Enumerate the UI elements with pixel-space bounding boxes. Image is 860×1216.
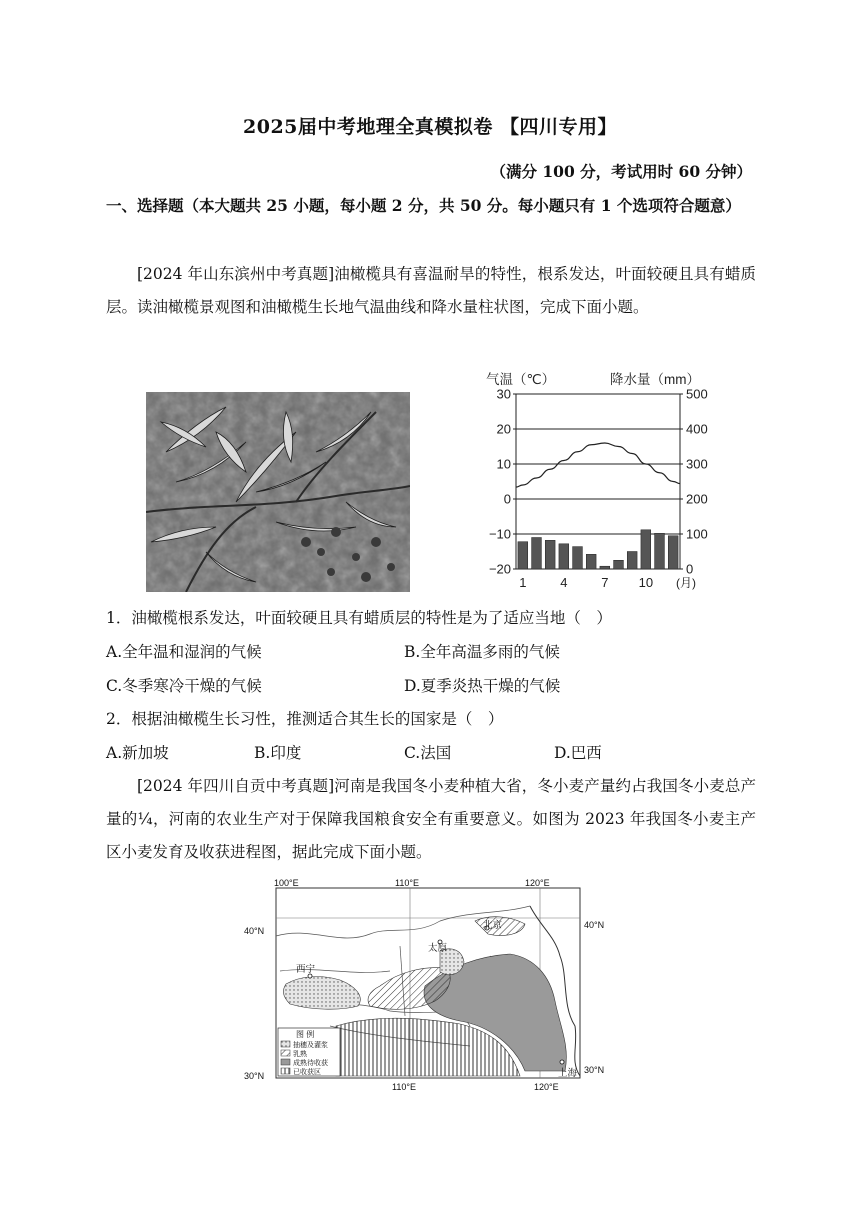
lon-label-100e: 100°E xyxy=(274,878,299,888)
precip-bar-11 xyxy=(655,533,665,569)
lat-label-30n-right: 30°N xyxy=(584,1065,605,1075)
q2-option-d: D.巴西 xyxy=(554,744,602,762)
q1-option-b: B.全年高温多雨的气候 xyxy=(404,643,560,661)
precip-bar-6 xyxy=(586,554,596,569)
month-tick-label: 4 xyxy=(560,575,568,590)
page-title: 2025届中考地理全真模拟卷 【四川专用】 xyxy=(243,116,617,138)
q1-option-a: A.全年温和湿润的气候 xyxy=(106,643,262,661)
olive-photo xyxy=(146,392,410,592)
temp-tick-label: 0 xyxy=(503,491,511,507)
wheat-progress-map xyxy=(240,876,610,1096)
map-legend xyxy=(278,1028,340,1076)
chart-left-axis-label: 气温（℃） xyxy=(486,372,556,387)
precip-bar-5 xyxy=(573,547,583,569)
temperature-curve xyxy=(516,443,680,487)
question-2: 2．根据油橄榄生长习性，推测适合其生长的国家是（ ） xyxy=(106,710,504,728)
city-taiyuan: 太原 xyxy=(428,943,448,954)
city-shanghai: 上海 xyxy=(558,1068,578,1079)
month-tick-label: 7 xyxy=(601,575,609,590)
precip-tick-label: 200 xyxy=(686,491,708,507)
temp-tick-label: 10 xyxy=(496,456,511,472)
precip-bar-12 xyxy=(668,536,678,569)
chart-right-axis-label: 降水量（mm） xyxy=(610,372,700,387)
month-unit-label: (月) xyxy=(676,576,696,590)
precip-tick-label: 300 xyxy=(686,456,708,472)
lon-label-110e-bottom: 110°E xyxy=(392,1082,416,1092)
temp-tick-label: 20 xyxy=(496,421,511,437)
precip-tick-label: 100 xyxy=(686,526,708,542)
precip-tick-label: 400 xyxy=(686,421,708,437)
precip-tick-label: 0 xyxy=(686,561,694,577)
climate-chart xyxy=(480,364,720,594)
temp-tick-label: −20 xyxy=(488,561,511,577)
legend-harvested: 已收获区 xyxy=(293,1069,321,1076)
month-tick-label: 1 xyxy=(519,575,527,590)
precip-bar-2 xyxy=(532,538,542,570)
legend-heading: 抽穗及灌浆 xyxy=(293,1042,328,1049)
q2-option-a: A.新加坡 xyxy=(106,744,169,762)
precip-bar-4 xyxy=(559,544,569,569)
precip-tick-label: 500 xyxy=(686,386,708,402)
section-heading: 一、选择题（本大题共 25 小题，每小题 2 分，共 50 分。每小题只有 1 个选项符合题意） xyxy=(106,196,741,215)
lat-label-40n-right: 40°N xyxy=(584,920,605,930)
legend-milky: 乳熟 xyxy=(293,1051,307,1058)
lat-label-30n-left: 30°N xyxy=(244,1071,265,1081)
temp-tick-label: 30 xyxy=(496,386,511,402)
passage-wheat: [2024 年四川自贡中考真题]河南是我国冬小麦种植大省，冬小麦产量约占我国冬小麦总产量的¼，河南的农业生产对于保障我国粮食安全有重要意义。如图为 2023 年我国冬小麦主产区小麦发育及收获进程图，据此完成下面小题。 xyxy=(106,777,756,861)
q1-option-d: D.夏季炎热干燥的气候 xyxy=(404,677,561,695)
month-tick-label: 10 xyxy=(638,575,654,590)
lon-label-110e-top: 110°E xyxy=(395,878,419,888)
precip-bar-9 xyxy=(627,552,637,570)
precip-bar-10 xyxy=(641,530,651,569)
lat-label-40n-left: 40°N xyxy=(244,926,265,936)
lon-label-120e-bottom: 120°E xyxy=(534,1082,559,1092)
q2-option-c: C.法国 xyxy=(404,744,452,762)
legend-title: 图 例 xyxy=(296,1030,315,1039)
precip-bar-3 xyxy=(545,540,555,569)
precip-bar-1 xyxy=(518,542,528,569)
legend-ripe: 成熟待收获 xyxy=(293,1060,328,1067)
temp-tick-label: −10 xyxy=(488,526,511,542)
q2-option-b: B.印度 xyxy=(254,744,302,762)
passage-olive: [2024 年山东滨州中考真题]油橄榄具有喜温耐旱的特性，根系发达，叶面较硬且具有蜡质层。读油橄榄景观图和油橄榄生长地气温曲线和降水量柱状图，完成下面小题。 xyxy=(106,265,756,316)
precip-bar-7 xyxy=(600,566,610,569)
q1-option-c: C.冬季寒冷干燥的气候 xyxy=(106,677,262,695)
city-xining: 西宁 xyxy=(296,964,316,975)
lon-label-120e-top: 120°E xyxy=(525,878,550,888)
exam-info: （满分 100 分，考试用时 60 分钟） xyxy=(490,162,752,181)
city-beijing: 北京 xyxy=(483,920,503,931)
question-1: 1．油橄榄根系发达，叶面较硬且具有蜡质层的特性是为了适应当地（ ） xyxy=(106,609,612,627)
precip-bar-8 xyxy=(614,560,624,569)
